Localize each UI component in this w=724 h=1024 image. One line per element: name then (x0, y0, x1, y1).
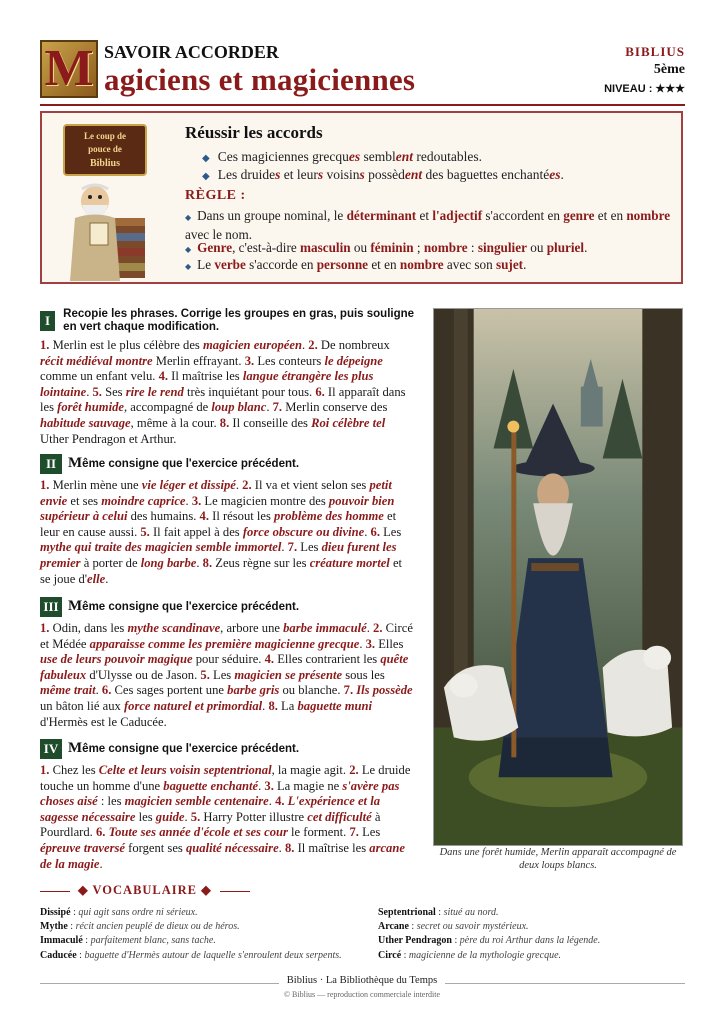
exercise-2 (40, 454, 415, 587)
page-title: agiciens et magiciennes (104, 62, 416, 97)
sentence-text: . (278, 840, 285, 855)
sentence-text: . (185, 493, 192, 508)
rule-box (40, 111, 683, 284)
bold-group-to-correct: barbe gris (227, 683, 280, 698)
footer-copyright: © Biblius — reproduction commerciale interdite (283, 990, 441, 999)
vocab-separator: : (401, 949, 409, 961)
sentence-text: . (95, 683, 102, 698)
instruction-initial: M (68, 598, 83, 614)
vocab-term: Circé (378, 949, 402, 961)
sentence-number: 7. (287, 540, 298, 555)
vocab-definition: secret ou savoir mystérieux. (416, 921, 529, 933)
bold-group-to-correct: elle (87, 571, 106, 586)
difficulty-level: NIVEAU : ★★★ (604, 83, 685, 95)
rule-line-2: ◆ Genre, c'est-à-dire masculin ou féminin ; nombre : singulier ou pluriel. (185, 240, 588, 255)
exercise-1 (40, 308, 415, 447)
sentence-number: 7. (343, 683, 354, 698)
sentence-number: 8. (202, 555, 213, 570)
sentence-number: 3. (191, 493, 202, 508)
sentence-text: . (184, 809, 191, 824)
header-divider (40, 104, 685, 106)
exercise-body (40, 621, 415, 730)
bold-group-to-correct: L'expérience et la sagesse nécessaire (40, 794, 380, 824)
bold-group-to-correct: récit médiéval montre (40, 353, 153, 368)
bold-group-to-correct: force obscure ou divine (242, 524, 365, 539)
vocab-term: Uther Pendragon (378, 935, 452, 947)
page-kicker: SAVOIR ACCORDER (104, 42, 279, 62)
vocab-entry (40, 906, 370, 920)
bold-group-to-correct: guide (155, 809, 185, 824)
footer-title: Biblius · La Bibliothèque du Temps (0, 975, 724, 986)
sentence-text: : les (97, 794, 125, 809)
sentence-number: 1. (40, 478, 50, 492)
sentence-text: Merlin conserve des (282, 400, 388, 415)
sentence-number: 8. (284, 840, 295, 855)
sentence-number: 5. (200, 667, 210, 682)
sentence-text: Elles (375, 636, 404, 651)
vocab-term: Immaculé (40, 935, 83, 947)
sentence-number: 8. (268, 698, 278, 713)
sentence-text: Il fait appel à des (149, 524, 243, 539)
sentence-text: . (86, 384, 93, 399)
vocab-term: Arcane (378, 921, 409, 933)
exercise-number-badge: II (40, 454, 62, 474)
sentence-text: et ses (67, 493, 102, 508)
sentence-text: pour séduire. (192, 652, 265, 667)
sentence-text: , même à la cour. (130, 415, 220, 430)
vocab-rule-left (40, 891, 70, 892)
sentence-text: et leur en cause aussi. (40, 509, 397, 539)
bold-group-to-correct: magicien se présente (234, 667, 343, 682)
sentence-number: 1. (40, 763, 50, 777)
sentence-text: . (196, 555, 203, 570)
diamond-bullet-icon: ◆ (185, 213, 192, 222)
sentence-text: , accompagné de (123, 400, 212, 415)
exercise-number-badge: IV (40, 739, 62, 759)
vocab-term: Caducée (40, 949, 77, 961)
exercise-instruction: Recopie les phrases. Corrige les groupes en gras, puis souligne en vert chaque modification. (63, 308, 415, 333)
dropcap-letter: M (44, 40, 94, 97)
reussir-title: Réussir les accords (185, 123, 323, 142)
vocab-heading: ◆ VOCABULAIRE ◆ (40, 882, 280, 898)
bold-group-to-correct: Roi célèbre tel (311, 415, 386, 430)
vocab-entry (378, 934, 683, 948)
bold-group-to-correct: créature mortel (309, 555, 390, 570)
dropcap-logo (40, 40, 98, 98)
sentence-number: 2. (242, 478, 252, 492)
sentence-text: . (262, 698, 269, 713)
bold-group-to-correct: baguette muni (297, 698, 373, 713)
sentence-text: , la magie agit. (271, 763, 350, 777)
bold-group-to-correct: magicien européen (202, 338, 302, 352)
sentence-text: . (235, 478, 243, 492)
exercise-body (40, 338, 415, 447)
exercise-4 (40, 739, 415, 872)
bold-group-to-correct: barbe immaculé (283, 621, 367, 635)
merlin-wolves-illustration (433, 308, 683, 846)
bold-group-to-correct: Toute ses année d'école et ses cour (108, 825, 288, 840)
sentence-text: Il résout les (208, 509, 275, 524)
sentence-text: Uther Pendragon et Arthur. (40, 431, 177, 446)
sentence-text: Le druide touche un homme d'une (40, 763, 411, 793)
sentence-number: 7. (272, 400, 283, 415)
sentence-text: le forment. (287, 825, 350, 840)
sentence-number: 2. (373, 621, 383, 635)
diamond-bullet-icon: ◆ (185, 262, 192, 271)
bold-group-to-correct: vie léger et dissipé (141, 478, 236, 492)
sentence-text: . (266, 400, 273, 415)
sentence-text: Merlin mène une (49, 478, 142, 492)
page-header (40, 40, 685, 100)
sentence-text: Harry Potter illustre (200, 809, 308, 824)
sentence-text: d'Ulysse ou de Jason. (86, 667, 201, 682)
sentence-text: Il va et vient selon ses (251, 478, 370, 492)
sentence-text: d'Hermès est le Caducée. (40, 714, 167, 729)
sentence-text: La (277, 698, 298, 713)
sentence-text: Le magicien montre des (201, 493, 329, 508)
sentence-text: Elles contrarient les (274, 652, 381, 667)
vocab-separator: : (451, 935, 460, 947)
bold-group-to-correct: Celte et leurs voisin septentrional (98, 763, 272, 777)
sentence-number: 4. (158, 369, 169, 384)
sentence-text: les (135, 809, 156, 824)
bold-group-to-correct: moindre caprice (101, 493, 186, 508)
vocab-entry (40, 949, 370, 963)
sentence-number: 6. (315, 384, 325, 399)
sentence-text: ou blanche. (279, 683, 344, 698)
sentence-text: et se joue d' (40, 555, 403, 586)
bold-group-to-correct: loup blanc (211, 400, 267, 415)
diamond-bullet-icon: ◆ (202, 153, 210, 164)
bold-group-to-correct: Ils possède (356, 683, 413, 698)
sentence-number: 3. (244, 353, 255, 368)
exercise-number-badge: I (40, 311, 55, 331)
vocab-entry (378, 906, 683, 920)
bold-group-to-correct: forêt humide (57, 400, 124, 415)
sentence-text: Circé et Médée (40, 621, 413, 651)
vocab-definition: qui agit sans ordre ni sérieux. (78, 907, 198, 918)
bold-group-to-correct: s'avère pas choses aisé (40, 778, 400, 809)
rule-example-2: ◆ Les druides et leurs voisins possèdent des baguettes enchantées. (202, 167, 564, 182)
vocab-rule-right (220, 891, 250, 892)
bold-group-to-correct: épreuve traversé (40, 840, 125, 855)
sentence-text: Ces sages portent une (111, 683, 228, 698)
sentence-text: comme un enfant velu. (40, 369, 159, 384)
sentence-text: un bâton lié aux (40, 698, 124, 713)
bold-group-to-correct: dieu furent les premier (40, 540, 397, 570)
grade-label: 5ème (653, 62, 685, 77)
sentence-text: . (301, 338, 309, 352)
exercise-instruction: ême consigne que l'exercice précédent. (82, 458, 300, 470)
badge-line-2: pouce de (88, 144, 122, 154)
exercise-instruction: ême consigne que l'exercice précédent. (82, 601, 300, 613)
vocab-entry (378, 949, 683, 963)
sentence-number: 5. (140, 524, 150, 539)
rule-line-1: ◆ Dans un groupe nominal, le déterminant et l'adjectif s'accordent en genre et en nombre avec le nom. (185, 208, 671, 242)
vocab-entry (378, 920, 683, 934)
badge-line-3: Biblius (89, 158, 121, 169)
vocab-separator: : (408, 921, 417, 933)
sentence-text: très inquiétant pour tous. (183, 384, 316, 399)
sentence-text: De nombreux (317, 338, 390, 352)
sentence-number: 6. (370, 524, 380, 539)
vocab-list-left (40, 906, 370, 963)
vocab-definition: récit ancien peuplé de dieux ou de héros. (75, 921, 240, 933)
brand-name: BIBLIUS (625, 44, 685, 59)
sentence-text: forgent ses (124, 840, 186, 855)
diamond-bullet-icon: ◆ (185, 245, 192, 254)
bold-group-to-correct: rire le rend (125, 384, 184, 399)
sentence-number: 4. (275, 794, 285, 809)
sentence-text: à Pourdlard. (40, 809, 381, 840)
sentence-text: , arbore une (220, 621, 284, 635)
sentence-text: Ses (101, 384, 126, 399)
sentence-text: Merlin est le plus célèbre des (49, 338, 203, 352)
sentence-text: Les conteurs (254, 353, 325, 368)
bold-group-to-correct: use de leurs pouvoir magique (40, 652, 193, 667)
bold-group-to-correct: baguette enchanté (163, 778, 259, 793)
sentence-text: . (258, 778, 265, 793)
sentence-number: 1. (40, 621, 50, 635)
bold-group-to-correct: quête fabuleux (40, 652, 409, 682)
bold-group-to-correct: problème des homme (274, 509, 384, 524)
instruction-initial: M (68, 455, 83, 471)
bold-group-to-correct: habitude sauvage (40, 415, 131, 430)
sentence-text: Chez les (49, 763, 99, 777)
sentence-text: . (366, 621, 374, 635)
sentence-number: 6. (101, 683, 112, 698)
sentence-number: 7. (349, 825, 359, 840)
vocab-term: Dissipé (40, 907, 71, 918)
bold-group-to-correct: apparaisse comme les première magicienne grecque (89, 636, 360, 651)
illustration-caption: Dans une forêt humide, Merlin apparaît accompagné de deux loups blancs. (439, 847, 677, 871)
bold-group-to-correct: qualité nécessaire (185, 840, 279, 855)
sentence-number: 5. (190, 809, 201, 824)
vocab-entry (40, 920, 370, 934)
sentence-text: Les (358, 825, 381, 840)
vocab-separator: : (435, 907, 444, 918)
sentence-text: La magie ne (273, 778, 343, 793)
exercise-body (40, 763, 415, 872)
vocab-definition: père du roi Arthur dans la légende. (459, 935, 601, 947)
sentence-text: Il maîtrise les (168, 369, 243, 384)
bold-group-to-correct: petit envie (40, 478, 392, 508)
vocab-definition: magicienne de la mythologie grecque. (408, 949, 562, 961)
vocab-separator: : (76, 949, 85, 961)
sentence-text: . (359, 636, 366, 651)
sentence-text: . (105, 571, 109, 586)
rule-example-1: ◆ Ces magiciennes grecques semblent redoutables. (202, 149, 483, 164)
sentence-text: Zeus règne sur les (212, 555, 310, 570)
sentence-text: Les (209, 667, 235, 682)
sentence-number: 5. (92, 384, 102, 399)
exercise-3 (40, 597, 415, 730)
sentence-number: 8. (219, 415, 230, 430)
sentence-text: Merlin effrayant. (152, 353, 245, 368)
sentence-number: 6. (95, 825, 106, 840)
vocab-separator: : (67, 921, 76, 933)
sentence-text: Il maîtrise les (294, 840, 370, 855)
bold-group-to-correct: cet difficulté (307, 809, 372, 824)
bold-group-to-correct: même trait (40, 683, 96, 698)
bold-group-to-correct: langue étrangère les plus lointaine (40, 369, 374, 399)
bold-group-to-correct: mythe scandinave (127, 621, 221, 635)
bold-group-to-correct: magicien semble centenaire (124, 794, 269, 809)
bold-group-to-correct: long barbe (140, 555, 197, 570)
sentence-number: 4. (199, 509, 209, 524)
vocab-term: Mythe (40, 921, 68, 933)
sentence-text: des humains. (127, 509, 200, 524)
vocab-term: Septentrional (378, 907, 436, 918)
rule-heading: RÈGLE : (185, 188, 246, 203)
sentence-number: 1. (40, 338, 50, 352)
bold-group-to-correct: mythe qui traite des magicien semble immortel (40, 540, 282, 555)
vocab-definition: parfaitement blanc, sans tache. (90, 935, 216, 947)
sentence-text: sous les (342, 667, 385, 682)
vocab-entry (40, 934, 370, 948)
sentence-number: 2. (308, 338, 318, 352)
diamond-bullet-icon: ◆ (202, 171, 210, 182)
sentence-text: . (99, 856, 103, 871)
sentence-text: à porter de (80, 555, 141, 570)
bold-group-to-correct: le dépeigne (324, 353, 383, 368)
vocab-separator: : (82, 935, 91, 947)
sentence-text: . (364, 524, 371, 539)
vocab-list-right (378, 906, 683, 963)
bold-group-to-correct: pouvoir bien supérieur à celui (40, 493, 395, 524)
rule-line-3: ◆ Le verbe s'accorde en personne et en nombre avec son sujet. (185, 257, 527, 272)
instruction-initial: M (68, 740, 83, 756)
bold-group-to-correct: arcane de la magie (40, 840, 405, 871)
vocab-definition: baguette d'Hermès autour de laquelle s'enroulent deux serpents. (84, 949, 342, 961)
bold-group-to-correct: force naturel et primordial (123, 698, 263, 713)
sentence-number: 2. (349, 763, 359, 777)
sentence-number: 3. (365, 636, 376, 651)
badge-line-1: Le coup de (83, 131, 127, 141)
sentence-text: Les (297, 540, 322, 555)
sentence-text: Il conseille des (229, 415, 312, 430)
sentence-text: . (268, 794, 276, 809)
sentence-text: Odin, dans les (49, 621, 128, 635)
sentence-text: Les (379, 524, 402, 539)
sentence-number: 4. (264, 652, 275, 667)
exercise-body (40, 478, 415, 587)
biblius-wizard-illustration (60, 123, 150, 283)
vocab-separator: : (70, 907, 79, 918)
vocab-definition: situé au nord. (443, 907, 499, 918)
exercise-instruction: ême consigne que l'exercice précédent. (82, 743, 300, 755)
sentence-text: . (281, 540, 288, 555)
sentence-number: 3. (264, 778, 274, 793)
exercise-number-badge: III (40, 597, 62, 617)
sentence-text: Il apparaît dans les (40, 384, 406, 415)
